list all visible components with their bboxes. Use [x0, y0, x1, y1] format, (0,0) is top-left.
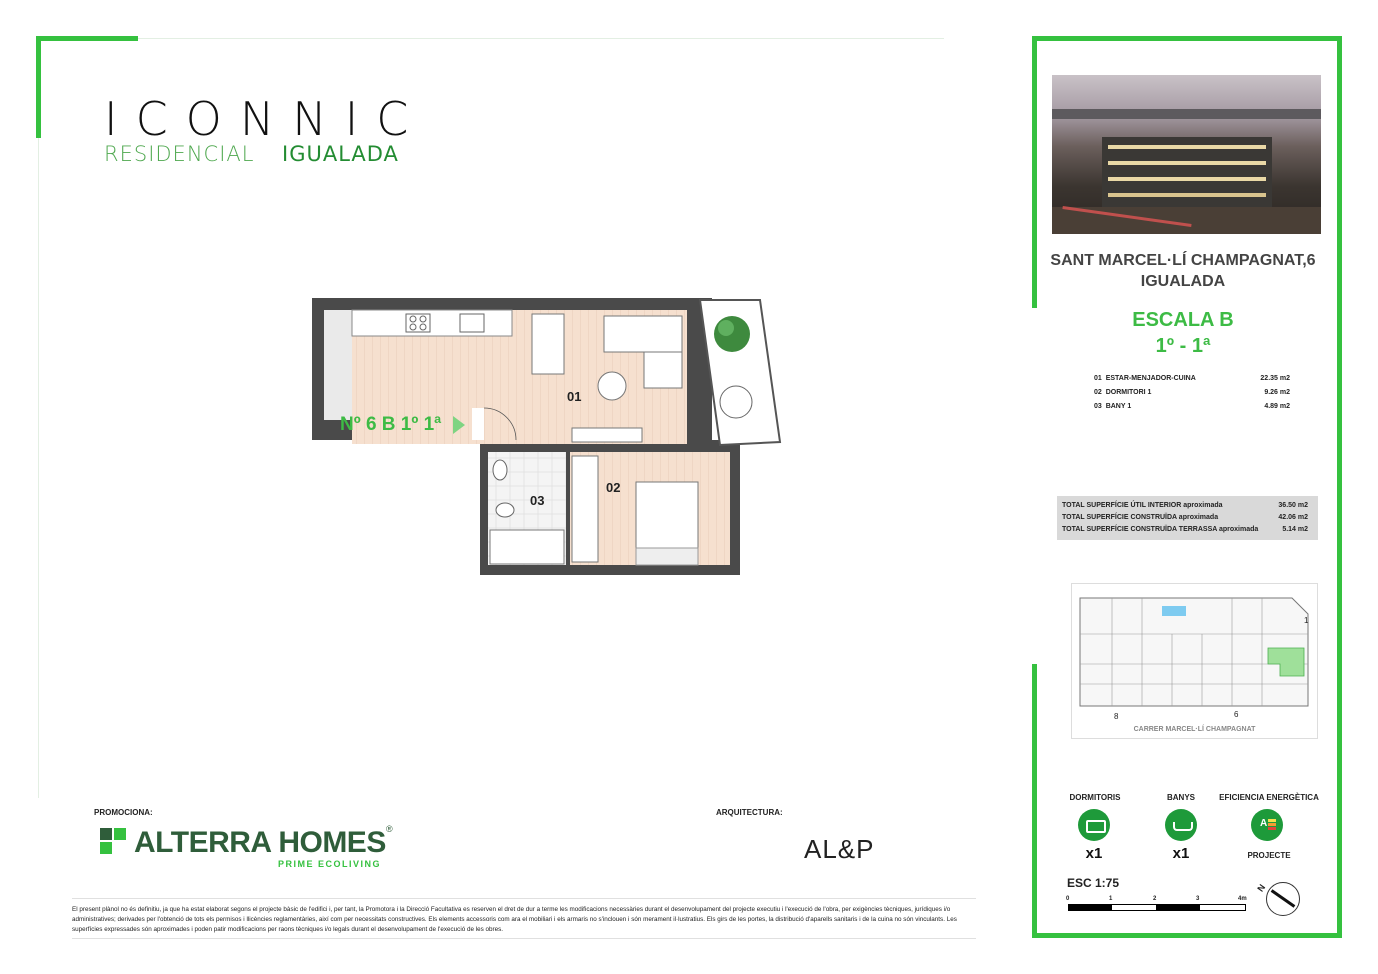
frame-top-line	[138, 38, 944, 39]
site-num-1: 1	[1304, 616, 1309, 625]
round-table-icon	[598, 372, 626, 400]
wardrobe-icon	[572, 456, 598, 562]
north-compass-icon	[1266, 882, 1300, 916]
tv-unit-icon	[572, 428, 642, 442]
energy-icon	[1251, 809, 1283, 841]
banys-label: BANYS	[1166, 793, 1195, 802]
total-row: TOTAL SUPERFÍCIE CONSTRUÏDA TERRASSA aproximada 5.14 m2	[1062, 526, 1308, 533]
totals-box	[1057, 496, 1318, 540]
panel-frame-right	[1337, 36, 1342, 938]
logo-iconnic: ICONNIC	[104, 92, 427, 146]
disclaimer-divider	[72, 898, 976, 899]
room-row: 01 ESTAR-MENJADOR-CUINA 22.35 m2	[1094, 375, 1290, 382]
bed-icon	[1078, 809, 1110, 841]
dormitoris-count: x1	[1085, 845, 1103, 862]
address	[1040, 250, 1326, 292]
dormitoris-label: DORMITORIS	[1069, 793, 1121, 802]
panel-frame-bottom	[1032, 933, 1342, 938]
site-plan	[1071, 583, 1318, 739]
room-number-01: 01	[567, 389, 582, 404]
panel-frame-left-bottom	[1032, 664, 1037, 938]
escala: ESCALA B	[1132, 309, 1234, 331]
room-row: 03 BANY 1 4.89 m2	[1094, 403, 1290, 410]
alterra-brand: ALTERRA HOMES	[134, 826, 386, 859]
panel-frame-left-top	[1032, 36, 1037, 308]
site-street-label: CARRER MARCEL·LÍ CHAMPAGNAT	[1133, 726, 1256, 733]
address-line1: SANT MARCEL·LÍ CHAMPAGNAT,6	[1050, 252, 1316, 269]
entrance	[472, 408, 484, 440]
hob-icon	[406, 314, 430, 332]
scale-bar	[1068, 904, 1246, 911]
floor-plan	[300, 290, 800, 590]
scale-tick-3: 3	[1196, 896, 1200, 902]
bath-icon	[1165, 809, 1197, 841]
disclaimer-text: El present plànol no és definitiu, ja que ha estat elaborat segons el projecte bàsic de l'edifici i, per tant, la Promotora i la Direcció Facultativa es reserven el dret de dur a terme les modificacions necessàries durant el desenvolupament del projecte executiu i l'execució de l'obra, per exigències tècniques, jurídiques i/o administratives; derivades per l'obtenció de tots els permisos i llicències reglamentàries, així com per necessitats constructives. Els elements accessoris com ara el mobiliari i els armaris no s'inclouen i són merament il·lustratius. Els girs de les portes, la distribució d'aparells sanitaris i de la cuina no són vinculants. Les superfícies expressades són aproximades i poden patir modificacions per raons tècniques i/o legals durant el desenvolupament de l'execució de les obres.	[72, 906, 957, 933]
kitchen-counter	[352, 310, 512, 336]
eficiencia-label: EFICIENCIA ENERGÈTICA	[1219, 793, 1319, 802]
scale-tick-0: 0	[1066, 896, 1070, 902]
frame-top-left-v	[36, 36, 41, 138]
room-number-02: 02	[606, 480, 621, 495]
room-row: 02 DORMITORI 1 9.26 m2	[1094, 389, 1290, 396]
plant-icon	[714, 316, 750, 352]
room-number-03: 03	[530, 493, 545, 508]
sofa-icon	[604, 316, 682, 352]
arquitectura-label: ARQUITECTURA:	[716, 808, 783, 817]
brand-registered: ®	[386, 824, 393, 834]
scale-label: ESC 1:75	[1067, 876, 1120, 890]
kitchen-strip	[324, 310, 352, 420]
site-plan-drawing	[1072, 584, 1317, 738]
energy-grade: A	[1260, 818, 1268, 829]
frame-left-line	[38, 138, 39, 798]
total-row: TOTAL SUPERFÍCIE ÚTIL INTERIOR aproximada 36.50 m2	[1062, 502, 1308, 509]
terrace-table-icon	[720, 386, 752, 418]
address-line2: IGUALADA	[1140, 273, 1226, 290]
panel-frame-top	[1032, 36, 1342, 41]
total-row: TOTAL SUPERFÍCIE CONSTRUÏDA aproximada 42.06 m2	[1062, 514, 1308, 521]
unit-label: Nº 6 B 1º 1ª	[340, 414, 442, 435]
building-photo	[1052, 75, 1321, 234]
toilet-icon	[496, 503, 514, 517]
site-num-6: 6	[1234, 710, 1239, 719]
sink-icon	[460, 314, 484, 332]
architect-logo: AL&P	[804, 834, 875, 864]
alterra-logo-icon	[100, 828, 126, 854]
scale-tick-2: 2	[1153, 896, 1157, 902]
shower-icon	[490, 530, 564, 564]
frame-top-left-h	[36, 36, 138, 41]
north-letter: N	[1255, 882, 1268, 894]
site-num-8: 8	[1114, 712, 1119, 721]
promociona-label: PROMOCIONA:	[94, 808, 153, 817]
scale-tick-4: 4m	[1238, 896, 1247, 902]
eficiencia-value: PROJECTE	[1247, 851, 1291, 860]
pool-icon	[1162, 606, 1186, 616]
logo-residencial: RESIDENCIAL	[104, 142, 255, 166]
logo-igualada: IGUALADA	[282, 142, 399, 166]
brand-tagline: PRIME ECOLIVING	[278, 859, 382, 869]
scale-tick-1: 1	[1109, 896, 1113, 902]
banys-count: x1	[1172, 845, 1190, 862]
rooms-table	[1094, 372, 1290, 414]
washbasin-icon	[493, 460, 507, 480]
floor-number: 1º - 1ª	[1155, 335, 1211, 357]
disclaimer-bottom-line	[72, 938, 976, 939]
dining-table-icon	[532, 314, 564, 374]
arrow-right-icon	[453, 416, 465, 434]
